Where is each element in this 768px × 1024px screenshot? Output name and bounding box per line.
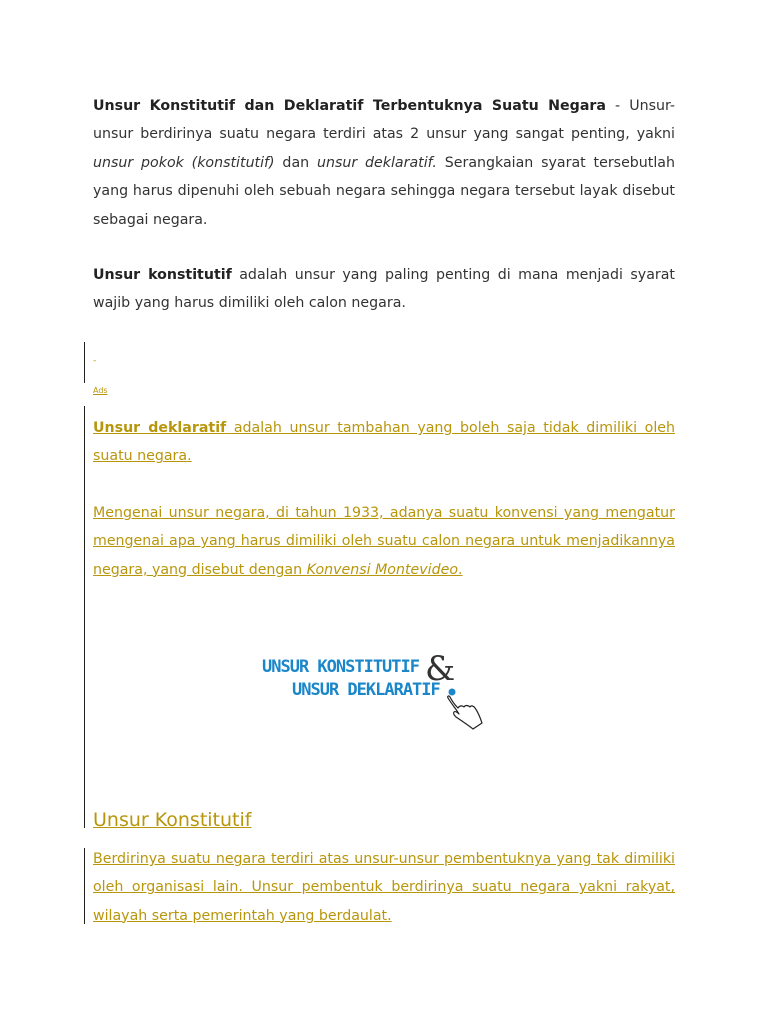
ad-left-border <box>84 342 85 383</box>
intro-paragraph <box>93 92 675 234</box>
deklaratif-definition: adalah unsur tambahan yang boleh saja tidak dimiliki oleh suatu negara. <box>93 420 675 465</box>
section-paragraph-link[interactable]: Berdirinya suatu negara terdiri atas unsur-unsur pembentuknya yang tak dimiliki oleh organisasi lain. Unsur pembentuk berdirinya suatu negara yakni rakyat, wilayah serta pemerintah yang berdaulat. <box>93 851 675 924</box>
section-heading-link[interactable]: Unsur Konstitutif <box>93 809 252 831</box>
pointing-hand-icon <box>440 687 488 731</box>
konstitutif-paragraph <box>93 261 675 318</box>
deklaratif-paragraph-link[interactable] <box>93 414 675 471</box>
intro-italic-konstitutif: unsur pokok (konstitutif) <box>93 154 275 171</box>
intro-text-3: Serangkaian syarat tersebutlah yang harus dipenuhi oleh sebuah negara sehingga negara tersebut layak disebut sebagai negara. <box>93 154 675 228</box>
article-title: Unsur Konstitutif dan Deklaratif Terbentuknya Suatu Negara <box>93 98 606 114</box>
intro-italic-deklaratif: unsur deklaratif. <box>316 154 437 171</box>
montevideo-paragraph-link[interactable] <box>93 499 675 584</box>
logo-line-1: UNSUR KONSTITUTIF <box>262 657 419 677</box>
montevideo-end: . <box>458 561 463 578</box>
intro-text-1: Unsur-unsur berdirinya suatu negara terdiri atas 2 unsur yang sangat penting, yakni <box>93 98 675 143</box>
section-left-border <box>84 848 85 924</box>
intro-text-2: dan <box>274 154 317 171</box>
montevideo-italic: Konvensi Montevideo <box>306 561 459 578</box>
ad-dash[interactable]: - <box>93 356 97 366</box>
content-left-border <box>84 406 85 828</box>
deklaratif-term: Unsur deklaratif <box>93 420 227 436</box>
konstitutif-term: Unsur konstitutif <box>93 267 232 283</box>
logo-line-2: UNSUR DEKLARATIF <box>292 680 440 700</box>
unsur-logo-image <box>262 649 492 735</box>
title-dash: - <box>605 98 630 114</box>
ads-link[interactable]: Ads <box>93 386 108 395</box>
montevideo-text: Mengenai unsur negara, di tahun 1933, adanya suatu konvensi yang mengatur mengenai apa yang harus dimiliki oleh suatu calon negara untuk menjadikannya negara, yang disebut dengan <box>93 505 675 578</box>
konstitutif-definition: adalah unsur yang paling penting di mana menjadi syarat wajib yang harus dimiliki oleh calon negara. <box>93 267 675 312</box>
logo-ampersand: & <box>425 649 456 689</box>
